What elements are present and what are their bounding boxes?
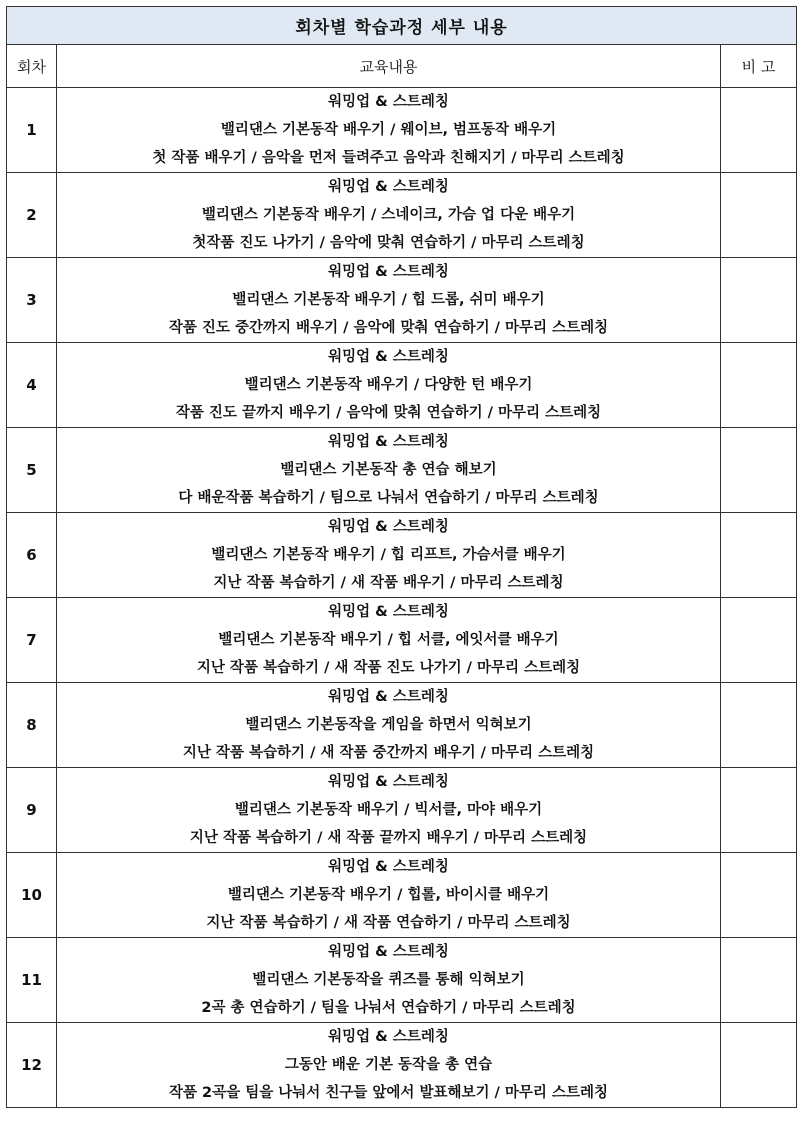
content-line: 작품 진도 끝까지 배우기 / 음악에 맞춰 연습하기 / 마무리 스트레칭 (175, 405, 602, 421)
content-line: 워밍업 & 스트레칭 (328, 1029, 449, 1045)
table-row (7, 683, 797, 768)
session-content (57, 938, 721, 1023)
session-number: 10 (7, 853, 57, 938)
session-content (57, 513, 721, 598)
table-row (7, 343, 797, 428)
content-line: 밸리댄스 기본동작을 게임을 하면서 익혀보기 (245, 717, 532, 733)
content-line: 첫작품 진도 나가기 / 음악에 맞춰 연습하기 / 마무리 스트레칭 (192, 235, 585, 251)
content-line: 지난 작품 복습하기 / 새 작품 끝까지 배우기 / 마무리 스트레칭 (189, 830, 588, 846)
session-content (57, 768, 721, 853)
content-line: 밸리댄스 기본동작 배우기 / 힙 서클, 에잇서클 배우기 (218, 632, 559, 648)
session-number: 8 (7, 683, 57, 768)
content-line: 워밍업 & 스트레칭 (328, 604, 449, 620)
session-content (57, 1023, 721, 1108)
content-line: 그동안 배운 기본 동작을 총 연습 (284, 1057, 493, 1073)
session-content (57, 853, 721, 938)
session-number: 5 (7, 428, 57, 513)
content-line: 지난 작품 복습하기 / 새 작품 진도 나가기 / 마무리 스트레칭 (196, 660, 581, 676)
content-line: 밸리댄스 기본동작 배우기 / 다양한 턴 배우기 (244, 377, 533, 393)
table-row (7, 428, 797, 513)
header-session: 회차 (7, 45, 57, 88)
content-line: 워밍업 & 스트레칭 (328, 519, 449, 535)
content-line: 작품 진도 중간까지 배우기 / 음악에 맞춰 연습하기 / 마무리 스트레칭 (168, 320, 609, 336)
content-line: 워밍업 & 스트레칭 (328, 944, 449, 960)
content-line: 워밍업 & 스트레칭 (328, 94, 449, 110)
session-content (57, 428, 721, 513)
session-content (57, 683, 721, 768)
table-row (7, 173, 797, 258)
content-line: 밸리댄스 기본동작 배우기 / 빅서클, 마야 배우기 (234, 802, 543, 818)
session-number: 4 (7, 343, 57, 428)
content-line: 워밍업 & 스트레칭 (328, 349, 449, 365)
session-note (721, 88, 797, 173)
session-note (721, 853, 797, 938)
curriculum-sheet (6, 6, 796, 1108)
session-note (721, 598, 797, 683)
session-number: 6 (7, 513, 57, 598)
session-note (721, 428, 797, 513)
session-note (721, 768, 797, 853)
content-line: 밸리댄스 기본동작 배우기 / 웨이브, 범프동작 배우기 (220, 122, 557, 138)
table-row (7, 258, 797, 343)
session-note (721, 513, 797, 598)
session-number: 12 (7, 1023, 57, 1108)
title-row (7, 7, 797, 45)
session-note (721, 343, 797, 428)
content-line: 워밍업 & 스트레칭 (328, 434, 449, 450)
content-line: 2곡 총 연습하기 / 팀을 나눠서 연습하기 / 마무리 스트레칭 (201, 1000, 576, 1016)
content-line: 다 배운작품 복습하기 / 팀으로 나눠서 연습하기 / 마무리 스트레칭 (178, 490, 599, 506)
table-row (7, 598, 797, 683)
content-line: 워밍업 & 스트레칭 (328, 179, 449, 195)
session-number: 2 (7, 173, 57, 258)
table-title: 회차별 학습과정 세부 내용 (7, 7, 797, 45)
content-line: 밸리댄스 기본동작 배우기 / 힙롤, 바이시클 배우기 (227, 887, 550, 903)
session-content (57, 258, 721, 343)
content-line: 밸리댄스 기본동작 총 연습 해보기 (280, 462, 497, 478)
session-note (721, 938, 797, 1023)
content-line: 지난 작품 복습하기 / 새 작품 중간까지 배우기 / 마무리 스트레칭 (182, 745, 595, 761)
content-line: 워밍업 & 스트레칭 (328, 859, 449, 875)
table-row (7, 768, 797, 853)
content-line: 밸리댄스 기본동작을 퀴즈를 통해 익혀보기 (252, 972, 525, 988)
content-line: 지난 작품 복습하기 / 새 작품 연습하기 / 마무리 스트레칭 (206, 915, 571, 931)
curriculum-table (6, 6, 797, 1108)
session-content (57, 88, 721, 173)
table-row (7, 1023, 797, 1108)
header-note: 비 고 (721, 45, 797, 88)
session-number: 9 (7, 768, 57, 853)
content-line: 작품 2곡을 팀을 나눠서 친구들 앞에서 발표해보기 / 마무리 스트레칭 (168, 1085, 608, 1101)
content-line: 밸리댄스 기본동작 배우기 / 힙 드롭, 쉬미 배우기 (232, 292, 545, 308)
content-line: 밸리댄스 기본동작 배우기 / 힙 리프트, 가슴서클 배우기 (211, 547, 566, 563)
content-line: 첫 작품 배우기 / 음악을 먼저 들려주고 음악과 친해지기 / 마무리 스트레칭 (152, 150, 625, 166)
table-row (7, 513, 797, 598)
table-row (7, 853, 797, 938)
session-note (721, 173, 797, 258)
session-content (57, 343, 721, 428)
content-line: 워밍업 & 스트레칭 (328, 774, 449, 790)
session-note (721, 683, 797, 768)
session-content (57, 598, 721, 683)
table-row (7, 88, 797, 173)
session-number: 11 (7, 938, 57, 1023)
session-number: 7 (7, 598, 57, 683)
content-line: 워밍업 & 스트레칭 (328, 264, 449, 280)
table-body (7, 88, 797, 1108)
table-row (7, 938, 797, 1023)
session-number: 1 (7, 88, 57, 173)
content-line: 지난 작품 복습하기 / 새 작품 배우기 / 마무리 스트레칭 (213, 575, 564, 591)
header-content: 교육내용 (57, 45, 721, 88)
header-row (7, 45, 797, 88)
session-note (721, 1023, 797, 1108)
content-line: 밸리댄스 기본동작 배우기 / 스네이크, 가슴 업 다운 배우기 (201, 207, 576, 223)
session-note (721, 258, 797, 343)
session-number: 3 (7, 258, 57, 343)
content-line: 워밍업 & 스트레칭 (328, 689, 449, 705)
session-content (57, 173, 721, 258)
